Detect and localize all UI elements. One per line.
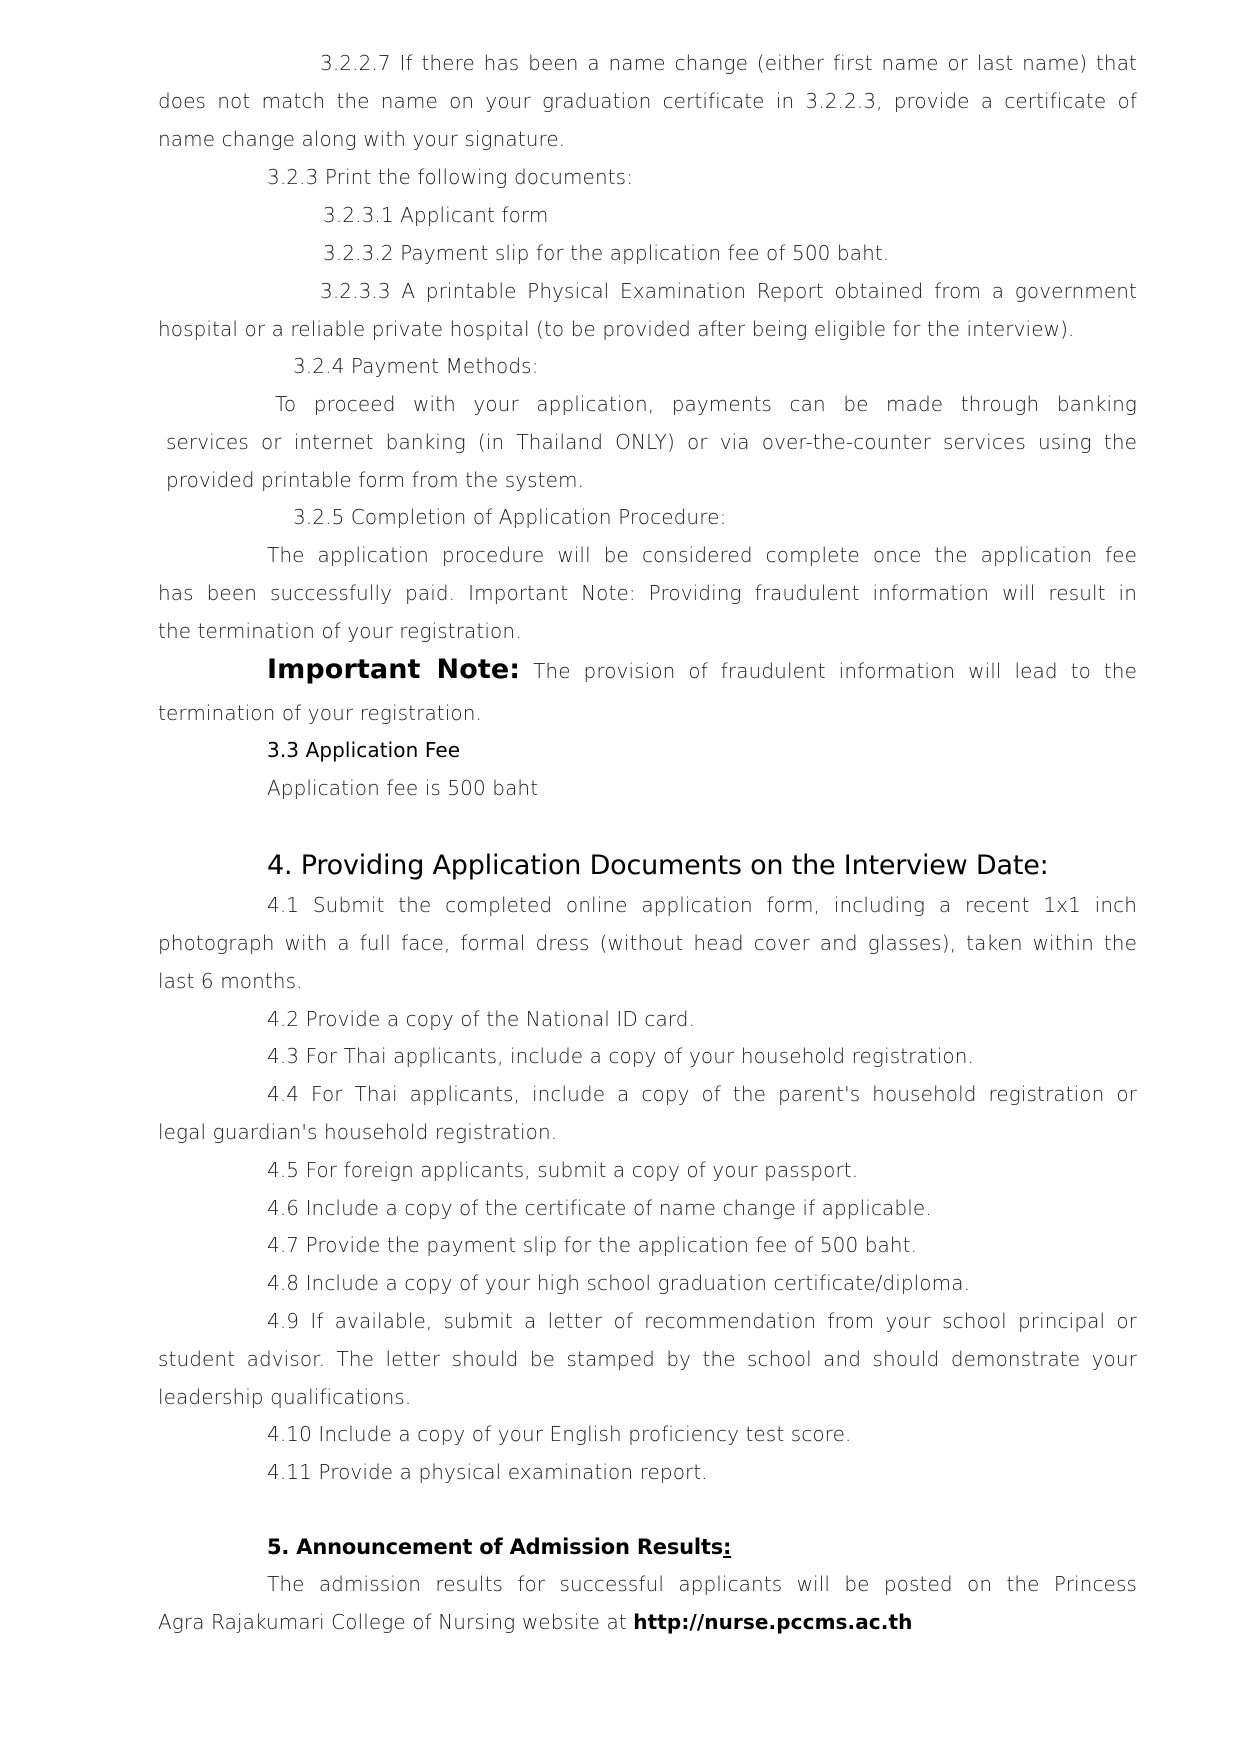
important-note-text: The provision of fraudulent information will lead to the (533, 659, 1137, 683)
list-item-4-1-line3: last 6 months. (158, 969, 303, 993)
important-note-line2: termination of your registration. (158, 701, 482, 725)
list-item-4-7: 4.7 Provide the payment slip for the application fee of 500 baht. (267, 1233, 918, 1257)
list-item-4-9-line1: 4.9 If available, submit a letter of recommendation from your school principal or (267, 1309, 1137, 1333)
heading-section-5-colon: : (723, 1535, 732, 1559)
list-item-4-4-line1: 4.4 For Thai applicants, include a copy of the parent's household registration or (267, 1082, 1137, 1106)
important-note-label: Important Note: (267, 654, 521, 685)
list-item-4-5: 4.5 For foreign applicants, submit a copy of your passport. (267, 1158, 859, 1182)
heading-3-2-3: 3.2.3 Print the following documents: (267, 165, 634, 189)
paragraph-3-2-2-7-line3: name change along with your signature. (158, 127, 566, 151)
list-item-4-1-line1: 4.1 Submit the completed online application form, including a recent 1x1 inch (267, 893, 1137, 917)
list-item-4-1-line2: photograph with a full face, formal dress (without head cover and glasses), taken within the (158, 931, 1137, 955)
paragraph-3-2-2-7-line2: does not match the name on your graduation certificate in 3.2.2.3, provide a certificate of (158, 89, 1137, 113)
paragraph-5-line1: The admission results for successful applicants will be posted on the Princess (267, 1572, 1137, 1596)
heading-section-4: 4. Providing Application Documents on the Interview Date: (267, 850, 1049, 881)
paragraph-3-2-4-line3: provided printable form from the system. (166, 468, 585, 492)
paragraph-3-2-4-line2: services or internet banking (in Thailand ONLY) or via over-the-counter services using the (166, 430, 1137, 454)
list-item-3-2-3-3-line2: hospital or a reliable private hospital (to be provided after being eligible for the interview). (158, 317, 1075, 341)
list-item-4-6: 4.6 Include a copy of the certificate of name change if applicable. (267, 1196, 932, 1220)
list-item-4-2: 4.2 Provide a copy of the National ID card. (267, 1007, 696, 1031)
list-item-4-3: 4.3 For Thai applicants, include a copy of your household registration. (267, 1044, 975, 1068)
list-item-4-8: 4.8 Include a copy of your high school graduation certificate/diploma. (267, 1271, 971, 1295)
list-item-4-11: 4.11 Provide a physical examination report. (267, 1460, 708, 1484)
heading-3-2-5: 3.2.5 Completion of Application Procedure: (293, 505, 727, 529)
list-item-4-10: 4.10 Include a copy of your English proficiency test score. (267, 1422, 852, 1446)
application-fee-text: Application fee is 500 baht (267, 776, 539, 800)
heading-3-2-4: 3.2.4 Payment Methods: (293, 354, 539, 378)
list-item-3-2-3-3-line1: 3.2.3.3 A printable Physical Examination Report obtained from a government (320, 279, 1137, 303)
important-note-line1 (267, 654, 1137, 687)
list-item-4-4-line2: legal guardian's household registration. (158, 1120, 558, 1144)
paragraph-5-line2-text: Agra Rajakumari College of Nursing website at (158, 1610, 634, 1634)
list-item-4-9-line2: student advisor. The letter should be stamped by the school and should demonstrate your (158, 1347, 1137, 1371)
paragraph-3-2-4-line1: To proceed with your application, payments can be made through banking (275, 392, 1137, 416)
paragraph-3-2-5-line1: The application procedure will be considered complete once the application fee (267, 543, 1137, 567)
heading-section-5 (267, 1534, 1137, 1560)
heading-section-5-text: 5. Announcement of Admission Results (267, 1535, 724, 1559)
list-item-4-9-line3: leadership qualifications. (158, 1385, 412, 1409)
paragraph-3-2-5-line2: has been successfully paid. Important Note: Providing fraudulent information will result in (158, 581, 1137, 605)
heading-3-3: 3.3 Application Fee (267, 738, 461, 762)
website-link[interactable]: http://nurse.pccms.ac.th (633, 1610, 913, 1634)
list-item-3-2-3-2: 3.2.3.2 Payment slip for the application fee of 500 baht. (323, 241, 890, 265)
list-item-3-2-3-1: 3.2.3.1 Applicant form (323, 203, 549, 227)
paragraph-5-line2 (158, 1609, 1137, 1635)
paragraph-3-2-5-line3: the termination of your registration. (158, 619, 522, 643)
paragraph-3-2-2-7-line1: 3.2.2.7 If there has been a name change (either first name or last name) that (320, 51, 1137, 75)
